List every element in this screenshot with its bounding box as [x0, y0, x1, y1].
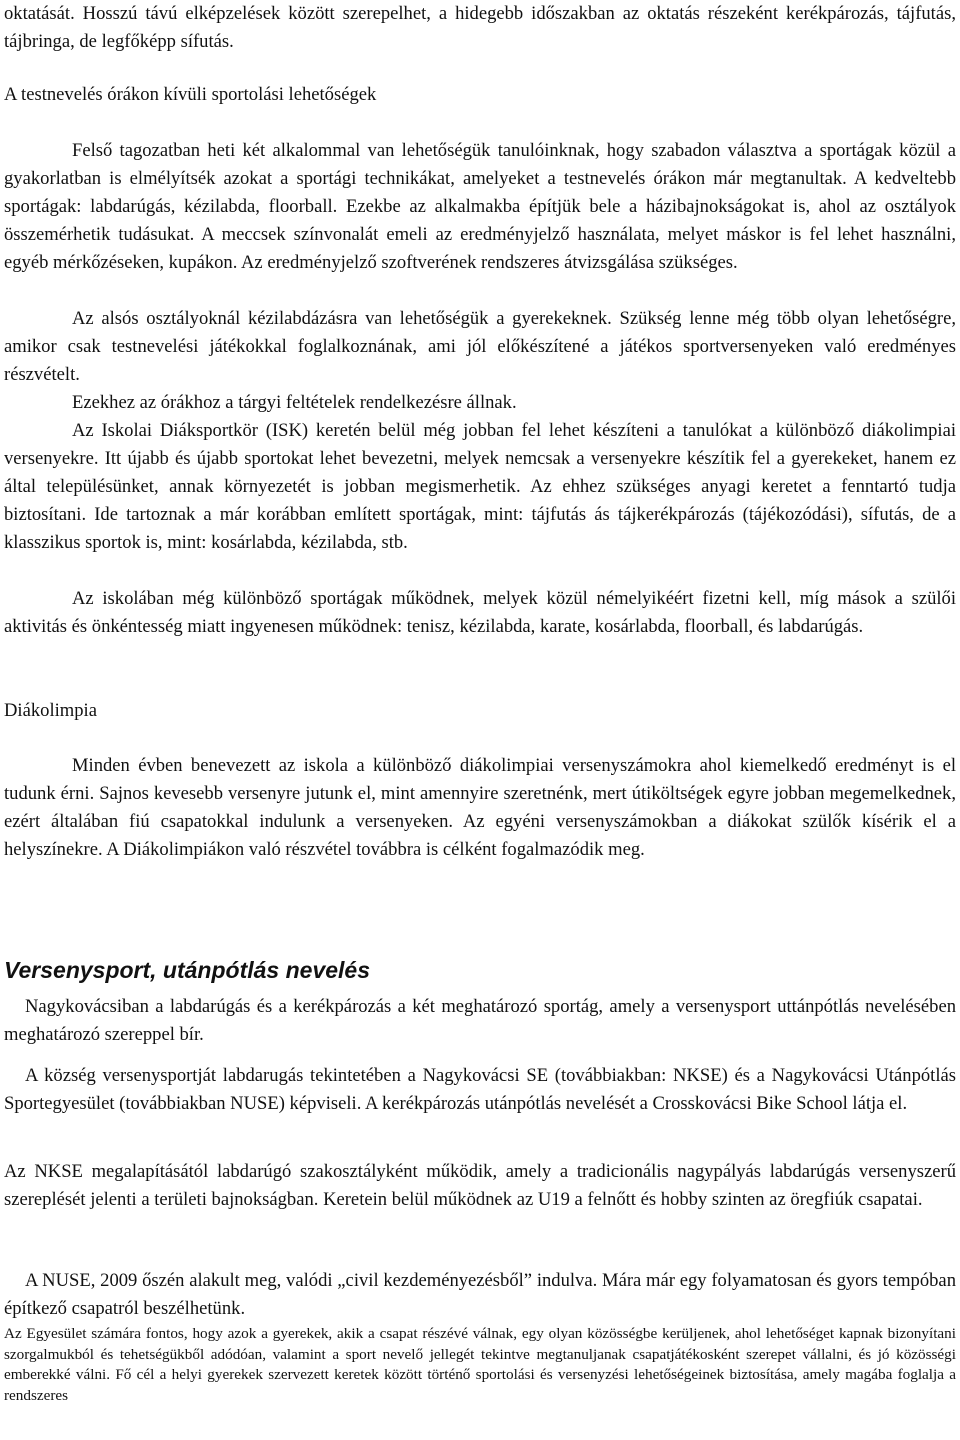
- paragraph-isk: Az Iskolai Diáksportkör (ISK) keretén belül még jobban fel lehet készíteni a tanulókat a különböző diákolimpiai versenyekre. Itt újabb és újabb sportokat lehet bevezetni, melyek nemcsak a versenyekre készítik fel a gyerekeket, hanem ez által településünket, annak környezetét is jobban megismerhetik. Az ehhez szükséges anyagi keretet a fenntartó tudja biztosítani. Ide tartoznak a már korábban említett sportágak, mint: tájfutás ás tájkerékpározás (tájékozódási), sífutás, de a klasszikus sportok is, mint: kosárlabda, kézilabda, stb.: [4, 420, 956, 553]
- paragraph-conditions: Ezekhez az órákhoz a tárgyi feltételek rendelkezésre állnak.: [72, 392, 517, 413]
- section-title-diakolimpia: Diákolimpia: [4, 700, 97, 721]
- section-heading-versenysport: Versenysport, utánpótlás nevelés: [4, 957, 371, 983]
- paragraph-egyesulet: Az Egyesület számára fontos, hogy azok a gyerekek, akik a csapat részévé válnak, egy olyan közösségbe kerüljenek, ahol lehetőséget kapnak bizonyítani szorgalmukból és tehetségükből adódóan, valamint a sport nevelő jellegét tekintve megtanuljanak csapatjátékosként szerepet vállalni, és jó közösségi emberekké válni. Fő cél a helyi gyerekek szervezett keretek között történő sportolási és versenyzési lehetőségeinek biztosítása, amely magába foglalja a rendszeres: [4, 1325, 956, 1404]
- paragraph-upper-grades: Felső tagozatban heti két alkalommal van lehetőségük tanulóinknak, hogy szabadon választva a sportágak közül a gyakorlatban is elmélyítsék azokat a sportági technikákat, amelyeket a testnevelés órákon már megtanultak. A kedveltebb sportágak: labdarúgás, kézilabda, floorball. Ezekbe az alkalmakba építjük bele a házibajnokságokat is, ahol az osztályok összemérhetik tudásukat. A meccsek színvonalát emeli az eredményjelző használata, melyet máskor is fel lehet használni, egyéb mérkőzéseken, kupákon. Az eredményjelző szoftverének rendszeres átvizsgálása szükséges.: [4, 140, 956, 273]
- paragraph-nkse: Az NKSE megalapításától labdarúgó szakosztályként működik, amely a tradicionális nagypályás labdarúgás versenyszerű szereplését jelenti a területi bajnokságban. Keretein belül működnek az U19 a felnőtt és hobby szinten az öregfiúk csapatai.: [4, 1161, 956, 1210]
- paragraph-intro-continuation: oktatását. Hosszú távú elképzelések között szerepelhet, a hidegebb időszakban az oktatás részeként kerékpározás, tájfutás, tájbringa, de legfőképp sífutás.: [4, 3, 956, 52]
- paragraph-nagykovacsi-sports: Nagykovácsiban a labdarúgás és a kerékpározás a két meghatározó sportág, amely a versenysport uttánpótlás nevelésében meghatározó szereppel bír.: [4, 996, 956, 1045]
- paragraph-diakolimpia: Minden évben benevezett az iskola a különböző diákolimpiai versenyszámokra ahol kiemelkedő eredményt is el tudunk érni. Sajnos kevesebb versenyre jutunk el, mint amennyire szeretnénk, mert útiköltségek egyre jobban megemelkednek, ezért általában fiú csapatokkal indulunk a versenyeken. Az egyéni versenyszámokban a diákokat szülők kísérik el a helyszínekre. A Diákolimpiákon való részvétel továbbra is célként fogalmazódik meg.: [4, 755, 956, 860]
- paragraph-school-sports: Az iskolában még különböző sportágak működnek, melyek közül némelyikéért fizetni kell, míg mások a szülői aktivitás és önkéntesség miatt ingyenesen működnek: tenisz, kézilabda, karate, kosárlabda, floorball, és labdarúgás.: [4, 588, 956, 637]
- section-title-extracurricular: A testnevelés órákon kívüli sportolási lehetőségek: [4, 84, 377, 105]
- paragraph-lower-grades: Az alsós osztályoknál kézilabdázásra van lehetőségük a gyerekeknek. Szükség lenne még több olyan lehetőségre, amikor csak testnevelési játékokkal foglalkoznának, ami jól előkészítené a játékos sportversenyeken való eredményes részvételt.: [4, 308, 956, 385]
- paragraph-nkse-nuse: A község versenysportját labdarugás tekintetében a Nagykovácsi SE (továbbiakban: NKSE) és a Nagykovácsi Utánpótlás Sportegyesület (továbbiakban NUSE) képviseli. A kerékpározás utánpótlás nevelését a Crosskovácsi Bike School látja el.: [4, 1065, 956, 1114]
- paragraph-nuse: A NUSE, 2009 őszén alakult meg, valódi „civil kezdeményezésből” indulva. Mára már egy folyamatosan és gyors tempóban építkező csapatról beszélhetünk.: [4, 1270, 956, 1319]
